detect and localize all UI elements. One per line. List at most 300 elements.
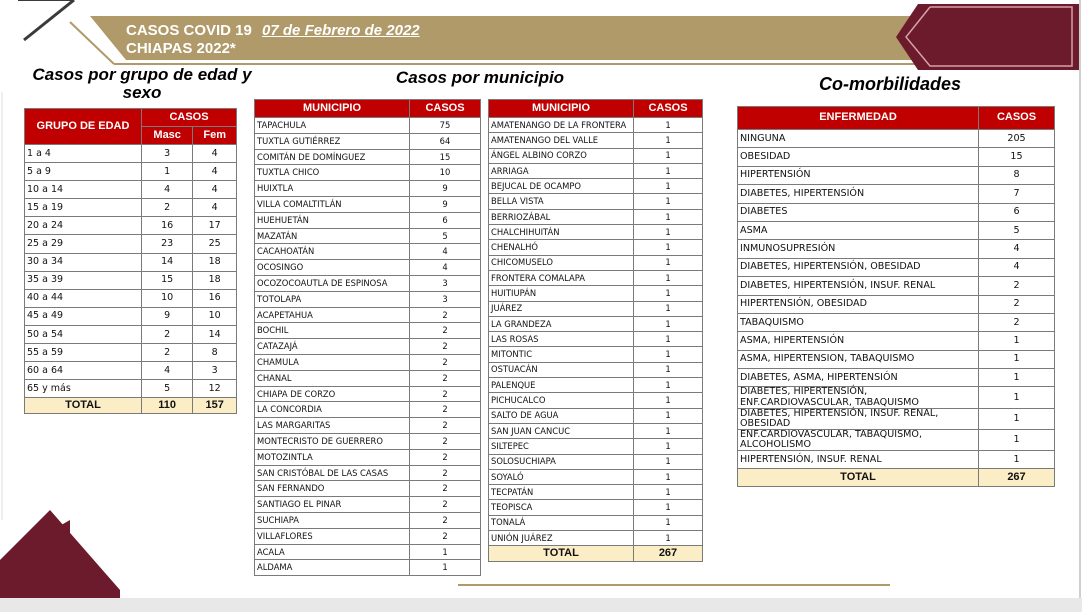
row-label: LAS ROSAS bbox=[489, 332, 634, 347]
banner-diagonal-line bbox=[24, 0, 74, 40]
col-municipio: MUNICIPIO bbox=[255, 100, 410, 118]
row-value: 205 bbox=[979, 130, 1055, 148]
table-row bbox=[25, 253, 237, 271]
row-value: 1 bbox=[634, 133, 703, 148]
row-label: DIABETES, HIPERTENSIÓN bbox=[738, 185, 979, 203]
row-value: 2 bbox=[410, 370, 481, 386]
row-label: TUXTLA GUTIÉRREZ bbox=[255, 133, 410, 149]
table-row bbox=[255, 196, 481, 212]
row-label: BERRIOZÁBAL bbox=[489, 209, 634, 224]
col-casos: CASOS bbox=[410, 100, 481, 118]
table-row bbox=[255, 149, 481, 165]
row-value: 5 bbox=[142, 380, 193, 398]
row-label: 15 a 19 bbox=[25, 199, 142, 217]
table-row bbox=[255, 244, 481, 260]
row-value: 3 bbox=[410, 275, 481, 291]
row-label: DIABETES bbox=[738, 203, 979, 221]
row-label: PALENQUE bbox=[489, 378, 634, 393]
row-value: 2 bbox=[410, 354, 481, 370]
row-value: 1 bbox=[979, 408, 1055, 429]
row-value: 3 bbox=[193, 362, 237, 380]
table-row bbox=[489, 531, 703, 546]
row-label: 45 a 49 bbox=[25, 307, 142, 325]
table-row bbox=[738, 429, 1055, 450]
row-value: 1 bbox=[634, 163, 703, 178]
row-label: 1 a 4 bbox=[25, 145, 142, 163]
row-value: 14 bbox=[193, 325, 237, 343]
table-row bbox=[255, 291, 481, 307]
table-row bbox=[255, 481, 481, 497]
total-label: TOTAL bbox=[738, 469, 979, 487]
row-value: 1 bbox=[634, 439, 703, 454]
table-row bbox=[25, 163, 237, 181]
table-row bbox=[489, 423, 703, 438]
row-value: 4 bbox=[979, 258, 1055, 276]
row-value: 2 bbox=[410, 323, 481, 339]
table-row bbox=[489, 347, 703, 362]
row-label: PICHUCALCO bbox=[489, 393, 634, 408]
total-label: TOTAL bbox=[25, 398, 142, 414]
col-masc: Masc bbox=[142, 127, 193, 145]
row-label: SUCHIAPA bbox=[255, 512, 410, 528]
row-label: VILLA COMALTITLÁN bbox=[255, 196, 410, 212]
row-label: SAN JUAN CANCUC bbox=[489, 423, 634, 438]
row-value: 2 bbox=[410, 339, 481, 355]
table-row bbox=[25, 307, 237, 325]
row-label: AMATENANGO DEL VALLE bbox=[489, 133, 634, 148]
row-label: 20 a 24 bbox=[25, 217, 142, 235]
row-value: 4 bbox=[193, 181, 237, 199]
row-label: SILTEPEC bbox=[489, 439, 634, 454]
table-row bbox=[255, 165, 481, 181]
table-row bbox=[738, 258, 1055, 276]
row-value: 9 bbox=[410, 181, 481, 197]
table-row bbox=[738, 203, 1055, 221]
total-row bbox=[25, 398, 237, 414]
row-value: 10 bbox=[142, 289, 193, 307]
row-label: CHAMULA bbox=[255, 354, 410, 370]
row-value: 2 bbox=[410, 497, 481, 513]
table-row bbox=[25, 145, 237, 163]
edad-table bbox=[24, 108, 237, 414]
table-row bbox=[489, 408, 703, 423]
row-value: 10 bbox=[410, 165, 481, 181]
table-row bbox=[25, 217, 237, 235]
row-label: MITONTIC bbox=[489, 347, 634, 362]
row-label: DIABETES, HIPERTENSIÓN, INSUF. RENAL bbox=[738, 277, 979, 295]
row-value: 1 bbox=[634, 454, 703, 469]
row-value: 2 bbox=[979, 313, 1055, 331]
total-row bbox=[489, 546, 703, 562]
row-value: 10 bbox=[193, 307, 237, 325]
row-value: 17 bbox=[193, 217, 237, 235]
row-value: 1 bbox=[634, 118, 703, 133]
table-row bbox=[25, 199, 237, 217]
row-label: TUXTLA CHICO bbox=[255, 165, 410, 181]
table-row bbox=[255, 449, 481, 465]
row-value: 1 bbox=[634, 408, 703, 423]
table-row bbox=[489, 255, 703, 270]
row-value: 2 bbox=[979, 295, 1055, 313]
heading-municipio: Casos por municipio bbox=[395, 68, 565, 87]
row-value: 7 bbox=[979, 185, 1055, 203]
row-value: 18 bbox=[193, 253, 237, 271]
row-value: 1 bbox=[634, 423, 703, 438]
heading-comorbilidades: Co-morbilidades bbox=[818, 74, 961, 94]
row-value: 1 bbox=[979, 350, 1055, 368]
row-value: 1 bbox=[142, 163, 193, 181]
row-value: 1 bbox=[634, 225, 703, 240]
row-value: 2 bbox=[410, 386, 481, 402]
row-label: COMITÁN DE DOMÍNGUEZ bbox=[255, 149, 410, 165]
table-row bbox=[738, 130, 1055, 148]
banner-title-text: CASOS COVID 19 bbox=[126, 22, 252, 39]
row-label: HUIXTLA bbox=[255, 181, 410, 197]
table-row bbox=[255, 497, 481, 513]
table-row bbox=[25, 344, 237, 362]
row-value: 4 bbox=[410, 244, 481, 260]
table-row bbox=[255, 181, 481, 197]
table-row bbox=[255, 260, 481, 276]
row-label: OBESIDAD bbox=[738, 148, 979, 166]
row-label: FRONTERA COMALAPA bbox=[489, 270, 634, 285]
row-value: 1 bbox=[634, 362, 703, 377]
row-value: 5 bbox=[410, 228, 481, 244]
table-row bbox=[25, 271, 237, 289]
row-value: 1 bbox=[979, 369, 1055, 387]
row-label: 5 a 9 bbox=[25, 163, 142, 181]
row-label: SALTO DE AGUA bbox=[489, 408, 634, 423]
table-row bbox=[489, 332, 703, 347]
col-fem: Fem bbox=[193, 127, 237, 145]
col-municipio: MUNICIPIO bbox=[489, 100, 634, 118]
table-row bbox=[255, 275, 481, 291]
table-row bbox=[25, 325, 237, 343]
total-value: 267 bbox=[979, 469, 1055, 487]
table-row bbox=[489, 316, 703, 331]
table-row bbox=[489, 454, 703, 469]
row-value: 1 bbox=[634, 270, 703, 285]
row-value: 1 bbox=[634, 515, 703, 530]
row-value: 6 bbox=[410, 212, 481, 228]
table-row bbox=[489, 209, 703, 224]
table-row bbox=[489, 270, 703, 285]
row-label: CHALCHIHUITÁN bbox=[489, 225, 634, 240]
row-label: MONTECRISTO DE GUERRERO bbox=[255, 433, 410, 449]
row-label: 50 a 54 bbox=[25, 325, 142, 343]
table-row bbox=[489, 439, 703, 454]
row-value: 1 bbox=[634, 240, 703, 255]
row-label: CHENALHÓ bbox=[489, 240, 634, 255]
row-label: HIPERTENSIÓN, INSUF. RENAL bbox=[738, 450, 979, 468]
row-label: UNIÓN JUÁREZ bbox=[489, 531, 634, 546]
row-label: CATAZAJÁ bbox=[255, 339, 410, 355]
row-value: 2 bbox=[410, 402, 481, 418]
row-value: 6 bbox=[979, 203, 1055, 221]
table-row bbox=[738, 387, 1055, 408]
row-value: 1 bbox=[634, 393, 703, 408]
row-label: 35 a 39 bbox=[25, 271, 142, 289]
table-row bbox=[25, 289, 237, 307]
row-value: 2 bbox=[410, 433, 481, 449]
row-value: 1 bbox=[979, 332, 1055, 350]
total-value: 110 bbox=[142, 398, 193, 414]
total-label: TOTAL bbox=[489, 546, 634, 562]
row-value: 4 bbox=[193, 163, 237, 181]
row-value: 15 bbox=[142, 271, 193, 289]
row-label: NINGUNA bbox=[738, 130, 979, 148]
table-row bbox=[489, 118, 703, 133]
row-label: HUEHUETÁN bbox=[255, 212, 410, 228]
row-label: CHIAPA DE CORZO bbox=[255, 386, 410, 402]
table-row bbox=[489, 240, 703, 255]
row-value: 1 bbox=[634, 179, 703, 194]
table-row bbox=[255, 354, 481, 370]
row-value: 1 bbox=[634, 469, 703, 484]
row-value: 2 bbox=[410, 307, 481, 323]
row-label: VILLAFLORES bbox=[255, 528, 410, 544]
table-row bbox=[738, 240, 1055, 258]
row-value: 1 bbox=[410, 560, 481, 576]
table-row bbox=[255, 560, 481, 576]
col-enfermedad: ENFERMEDAD bbox=[738, 107, 979, 130]
row-label: TAPACHULA bbox=[255, 118, 410, 134]
banner-title bbox=[126, 22, 420, 39]
row-label: 60 a 64 bbox=[25, 362, 142, 380]
table-row bbox=[489, 179, 703, 194]
table-row bbox=[738, 148, 1055, 166]
table-row bbox=[489, 362, 703, 377]
table-row bbox=[255, 133, 481, 149]
table-row bbox=[255, 512, 481, 528]
row-label: SOYALÓ bbox=[489, 469, 634, 484]
row-label: OCOSINGO bbox=[255, 260, 410, 276]
row-value: 5 bbox=[979, 221, 1055, 239]
table-row bbox=[25, 181, 237, 199]
row-label: TEOPISCA bbox=[489, 500, 634, 515]
table-row bbox=[255, 386, 481, 402]
table-row bbox=[738, 450, 1055, 468]
row-value: 4 bbox=[142, 362, 193, 380]
row-value: 2 bbox=[979, 277, 1055, 295]
row-value: 1 bbox=[979, 387, 1055, 408]
row-label: BEJUCAL DE OCAMPO bbox=[489, 179, 634, 194]
row-value: 15 bbox=[979, 148, 1055, 166]
row-value: 1 bbox=[634, 286, 703, 301]
row-label: 30 a 34 bbox=[25, 253, 142, 271]
row-value: 1 bbox=[979, 450, 1055, 468]
row-label: BELLA VISTA bbox=[489, 194, 634, 209]
row-label: OSTUACÁN bbox=[489, 362, 634, 377]
table-row bbox=[489, 225, 703, 240]
table-row bbox=[255, 465, 481, 481]
col-casos: CASOS bbox=[634, 100, 703, 118]
table-row bbox=[255, 212, 481, 228]
row-value: 4 bbox=[193, 199, 237, 217]
row-value: 3 bbox=[142, 145, 193, 163]
row-label: DIABETES, HIPERTENSIÓN, INSUF. RENAL, OBESIDAD bbox=[738, 408, 979, 429]
table-row bbox=[255, 307, 481, 323]
row-value: 4 bbox=[193, 145, 237, 163]
row-value: 2 bbox=[142, 344, 193, 362]
row-label: ASMA, HIPERTENSION, TABAQUISMO bbox=[738, 350, 979, 368]
row-label: ASMA bbox=[738, 221, 979, 239]
municipio-table-1 bbox=[254, 99, 481, 576]
total-row bbox=[738, 469, 1055, 487]
table-row bbox=[489, 194, 703, 209]
row-label: HIPERTENSIÓN bbox=[738, 166, 979, 184]
total-value: 267 bbox=[634, 546, 703, 562]
row-label: MOTOZINTLA bbox=[255, 449, 410, 465]
row-label: ALDAMA bbox=[255, 560, 410, 576]
row-value: 1 bbox=[634, 347, 703, 362]
row-value: 1 bbox=[634, 301, 703, 316]
row-value: 1 bbox=[634, 500, 703, 515]
row-value: 75 bbox=[410, 118, 481, 134]
table-row bbox=[738, 369, 1055, 387]
row-label: AMATENANGO DE LA FRONTERA bbox=[489, 118, 634, 133]
table-row bbox=[489, 286, 703, 301]
row-value: 3 bbox=[410, 291, 481, 307]
row-label: HIPERTENSIÓN, OBESIDAD bbox=[738, 295, 979, 313]
table-row bbox=[255, 433, 481, 449]
row-label: SAN CRISTÓBAL DE LAS CASAS bbox=[255, 465, 410, 481]
table-row bbox=[255, 339, 481, 355]
row-value: 1 bbox=[979, 429, 1055, 450]
table-row bbox=[25, 362, 237, 380]
row-label: 40 a 44 bbox=[25, 289, 142, 307]
row-value: 15 bbox=[410, 149, 481, 165]
table-row bbox=[255, 323, 481, 339]
row-label: SAN FERNANDO bbox=[255, 481, 410, 497]
table-row bbox=[738, 185, 1055, 203]
row-label: TOTOLAPA bbox=[255, 291, 410, 307]
banner-subtitle: CHIAPAS 2022* bbox=[126, 40, 236, 57]
row-value: 1 bbox=[634, 316, 703, 331]
table-row bbox=[738, 332, 1055, 350]
row-value: 4 bbox=[142, 181, 193, 199]
row-label: ACAPETAHUA bbox=[255, 307, 410, 323]
row-value: 2 bbox=[410, 449, 481, 465]
row-label: ÁNGEL ALBINO CORZO bbox=[489, 148, 634, 163]
table-row bbox=[489, 500, 703, 515]
table-row bbox=[489, 378, 703, 393]
col-casos: CASOS bbox=[979, 107, 1055, 130]
row-label: INMUNOSUPRESIÓN bbox=[738, 240, 979, 258]
row-value: 2 bbox=[410, 465, 481, 481]
row-label: TECPATÁN bbox=[489, 485, 634, 500]
row-value: 14 bbox=[142, 253, 193, 271]
row-label: CHICOMUSELO bbox=[489, 255, 634, 270]
table-row bbox=[255, 528, 481, 544]
table-row bbox=[738, 277, 1055, 295]
table-row bbox=[255, 370, 481, 386]
row-label: DIABETES, ASMA, HIPERTENSIÓN bbox=[738, 369, 979, 387]
row-value: 2 bbox=[142, 325, 193, 343]
table-row bbox=[738, 313, 1055, 331]
row-value: 2 bbox=[410, 481, 481, 497]
table-row bbox=[489, 133, 703, 148]
row-label: CHANAL bbox=[255, 370, 410, 386]
row-label: 55 a 59 bbox=[25, 344, 142, 362]
table-row bbox=[738, 408, 1055, 429]
row-label: LAS MARGARITAS bbox=[255, 418, 410, 434]
row-label: HUITIUPÁN bbox=[489, 286, 634, 301]
table-row bbox=[738, 295, 1055, 313]
row-value: 4 bbox=[979, 240, 1055, 258]
row-value: 1 bbox=[634, 332, 703, 347]
row-value: 25 bbox=[193, 235, 237, 253]
row-value: 1 bbox=[634, 485, 703, 500]
row-value: 4 bbox=[410, 260, 481, 276]
row-label: 65 y más bbox=[25, 380, 142, 398]
table-row bbox=[25, 380, 237, 398]
row-value: 2 bbox=[410, 528, 481, 544]
row-value: 1 bbox=[634, 255, 703, 270]
total-value: 157 bbox=[193, 398, 237, 414]
row-value: 8 bbox=[193, 344, 237, 362]
row-label: LA GRANDEZA bbox=[489, 316, 634, 331]
table-row bbox=[255, 228, 481, 244]
table-row bbox=[738, 221, 1055, 239]
row-value: 9 bbox=[142, 307, 193, 325]
row-label: BOCHIL bbox=[255, 323, 410, 339]
row-value: 16 bbox=[142, 217, 193, 235]
row-value: 8 bbox=[979, 166, 1055, 184]
row-label: 10 a 14 bbox=[25, 181, 142, 199]
table-row bbox=[738, 350, 1055, 368]
row-value: 23 bbox=[142, 235, 193, 253]
row-value: 12 bbox=[193, 380, 237, 398]
bottom-gray-strip bbox=[0, 598, 1082, 612]
row-value: 2 bbox=[142, 199, 193, 217]
table-row bbox=[489, 148, 703, 163]
table-row bbox=[489, 163, 703, 178]
table-row bbox=[255, 418, 481, 434]
row-value: 1 bbox=[634, 148, 703, 163]
row-label: CACAHOATÁN bbox=[255, 244, 410, 260]
row-value: 16 bbox=[193, 289, 237, 307]
table-row bbox=[255, 118, 481, 134]
row-label: LA CONCORDIA bbox=[255, 402, 410, 418]
row-label: ACALA bbox=[255, 544, 410, 560]
municipio-table-2 bbox=[488, 99, 703, 562]
table-row bbox=[489, 469, 703, 484]
row-value: 1 bbox=[410, 544, 481, 560]
row-label: 25 a 29 bbox=[25, 235, 142, 253]
table-row bbox=[738, 166, 1055, 184]
row-label: MAZATÁN bbox=[255, 228, 410, 244]
row-value: 1 bbox=[634, 531, 703, 546]
row-label: SOLOSUCHIAPA bbox=[489, 454, 634, 469]
row-label: DIABETES, HIPERTENSIÓN, OBESIDAD bbox=[738, 258, 979, 276]
row-value: 64 bbox=[410, 133, 481, 149]
row-label: TABAQUISMO bbox=[738, 313, 979, 331]
col-grupo-edad: GRUPO DE EDAD bbox=[25, 109, 142, 145]
row-value: 1 bbox=[634, 209, 703, 224]
table-row bbox=[255, 544, 481, 560]
comorbilidades-table bbox=[737, 106, 1055, 487]
table-row bbox=[25, 235, 237, 253]
row-value: 1 bbox=[634, 194, 703, 209]
banner-date: 07 de Febrero de 2022 bbox=[262, 22, 420, 39]
table-row bbox=[489, 485, 703, 500]
row-label: JUÁREZ bbox=[489, 301, 634, 316]
row-label: SANTIAGO EL PINAR bbox=[255, 497, 410, 513]
table-row bbox=[489, 301, 703, 316]
row-label: DIABETES, HIPERTENSIÓN, ENF.CARDIOVASCULAR, TABAQUISMO bbox=[738, 387, 979, 408]
row-value: 2 bbox=[410, 512, 481, 528]
